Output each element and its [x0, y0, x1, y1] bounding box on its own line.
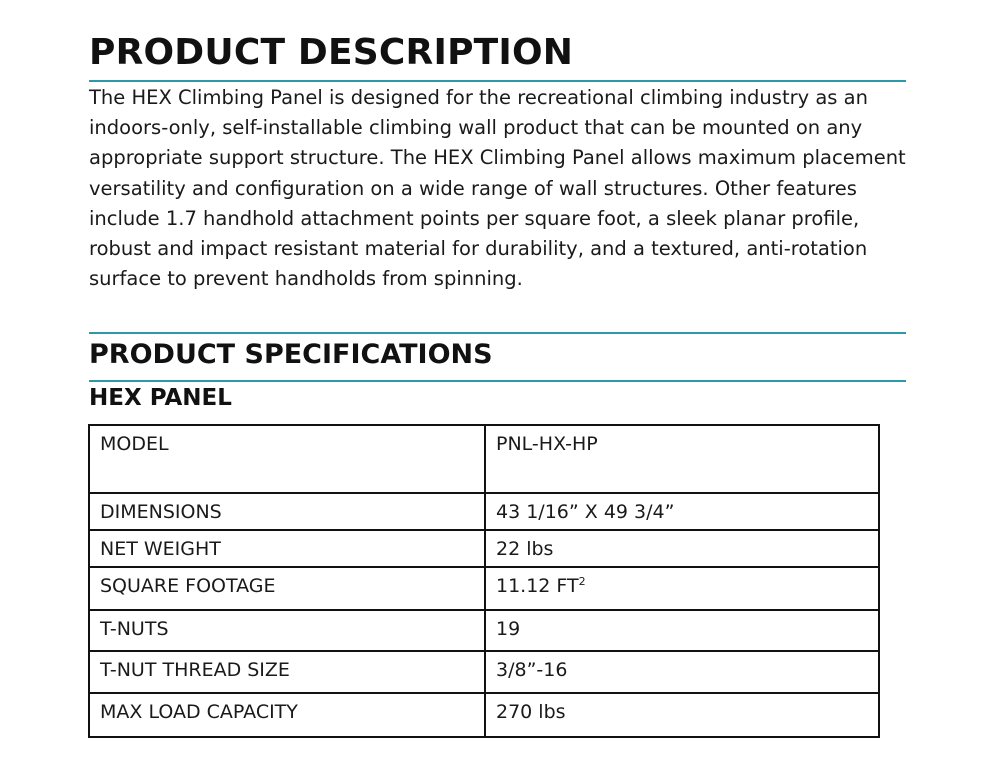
product-description-heading: PRODUCT DESCRIPTION	[89, 32, 574, 73]
spec-value: 43 1/16” X 49 3/4”	[485, 493, 879, 530]
spec-value: 11.12 $FT^2$	[485, 567, 879, 610]
spec-label: SQUARE FOOTAGE	[89, 567, 485, 610]
table-row	[89, 610, 879, 651]
hex-panel-subheading: HEX PANEL	[89, 385, 232, 411]
table-row	[89, 651, 879, 693]
spec-label: T-NUT THREAD SIZE	[89, 651, 485, 693]
heading-divider	[89, 80, 906, 82]
spec-label: MODEL	[89, 425, 485, 493]
section-divider	[89, 332, 906, 334]
product-specifications-heading: PRODUCT SPECIFICATIONS	[89, 339, 493, 370]
spec-label: T-NUTS	[89, 610, 485, 651]
superscript: 2	[578, 575, 586, 588]
specifications-table	[88, 424, 880, 738]
spec-label: MAX LOAD CAPACITY	[89, 693, 485, 737]
table-row	[89, 530, 879, 567]
spec-value: PNL-HX-HP	[485, 425, 879, 493]
spec-value: 19	[485, 610, 879, 651]
spec-label: NET WEIGHT	[89, 530, 485, 567]
table-row	[89, 693, 879, 737]
table-row	[89, 493, 879, 530]
product-description-text: The HEX Climbing Panel is designed for the recreational climbing industry as an indoors-only, self-installable climbing wall product that can be mounted on any appropriate support structure. The HEX Climbing Panel allows maximum placement versatility and configuration on a wide range of wall structures. Other features include 1.7 handhold attachment points per square foot, a sleek planar profile, robust and impact resistant material for durability, and a textured, anti-rotation surface to prevent handholds from spinning.	[89, 86, 906, 291]
spec-value: 22 lbs	[485, 530, 879, 567]
table-row	[89, 425, 879, 493]
spec-value: 3/8”-16	[485, 651, 879, 693]
spec-value: 270 lbs	[485, 693, 879, 737]
table-row	[89, 567, 879, 610]
spec-label: DIMENSIONS	[89, 493, 485, 530]
section-divider	[89, 380, 906, 382]
